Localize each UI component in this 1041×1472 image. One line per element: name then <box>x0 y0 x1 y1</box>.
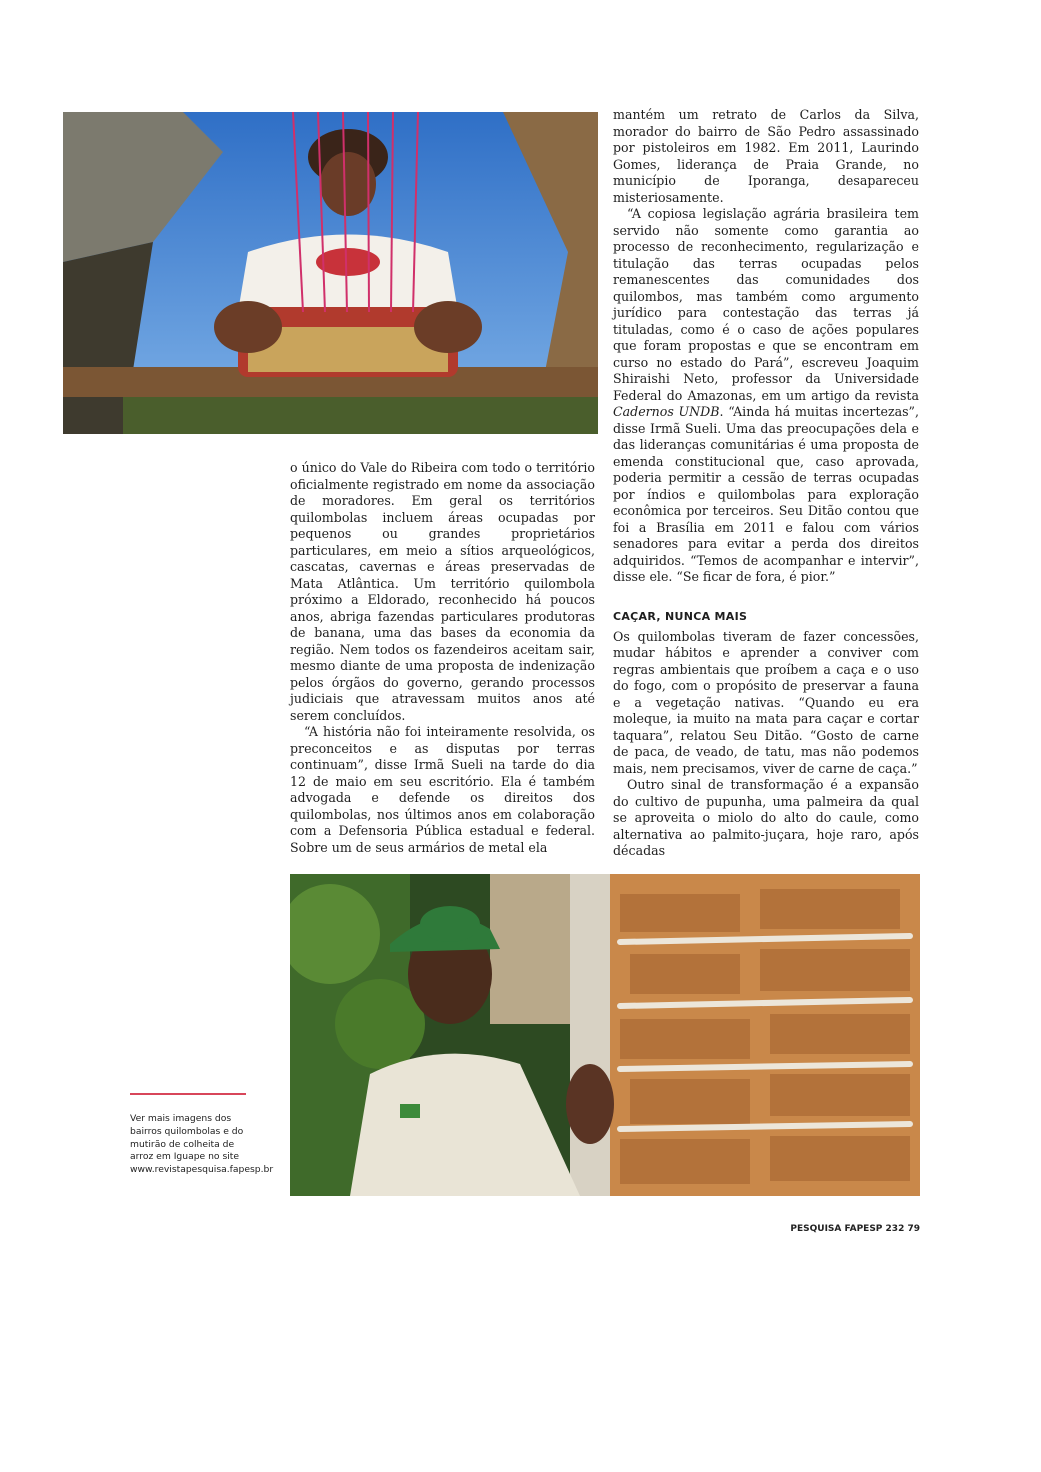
paragraph: Os quilombolas tiveram de fazer concessões, mudar hábitos e aprender a conviver com regras ambientais que proíbem a caça e o uso do fogo, com o propósito de preservar a fauna e a vegetação nativas. “Quando eu era moleque, ia muito na mata para caçar e cortar taquara”, relatou Seu Ditão. “Gosto de carne de paca, de veado, de tatu, mas não podemos mais, nem precisamos, viver de carne de caça.” <box>613 628 919 776</box>
sidebar-rule <box>130 1093 246 1095</box>
footer-publication: PESQUISA FAPESP 232 <box>790 1224 908 1234</box>
weaving-photo <box>63 112 598 434</box>
sidebar-note: Ver mais imagens dos bairros quilombolas e do mutirão de colheita de arroz em Iguape no site www.revistapesquisa.fapesp.br <box>130 1113 274 1176</box>
article-column-right-top <box>613 107 919 586</box>
section-subhead: CAÇAR, NUNCA MAIS <box>613 610 748 623</box>
article-column-left <box>290 460 595 856</box>
paragraph: “A história não foi inteiramente resolvida, os preconceitos e as disputas por terras continuam”, disse Irmã Sueli na tarde do dia 12 de maio em seu escritório. Ela é também advogada e defende os direitos dos quilombolas, nos últimos anos em colaboração com a Defensoria Pública estadual e federal. Sobre um de seus armários de metal ela <box>290 724 595 855</box>
paragraph: mantém um retrato de Carlos da Silva, morador do bairro de São Pedro assassinado por pistoleiros em 1982. Em 2011, Laurindo Gomes, liderança de Praia Grande, no município de Iporanga, desapareceu misteriosamente. <box>613 107 919 205</box>
adobe-wall-photo <box>290 874 920 1196</box>
article-column-right-bottom <box>613 609 919 860</box>
paragraph: “A copiosa legislação agrária brasileira tem servido não somente como garantia ao processo de reconhecimento, regularização e titulação das terras ocupadas pelos remanescentes das comunidades dos quilombos, mas também como argumento jurídico para contestação das terras já tituladas, como é o caso de ações populares que foram propostas e que se encontram em curso no estado do Pará”, escreveu Joaquim Shiraishi Neto, professor da Universidade Federal do Amazonas, em um artigo da revista Cadernos UNDB. “Ainda há muitas incertezas”, disse Irmã Sueli. Uma das preocupações dela e das lideranças comunitárias é uma proposta de emenda constitucional que, caso aprovada, poderia permitir a cessão de terras ocupadas por índios e quilombolas para exploração econômica por terceiros. Seu Ditão contou que foi a Brasília em 2011 e falou com vários senadores para evitar a perda dos direitos adquiridos. “Temos de acompanhar e intervir”, disse ele. “Se ficar de fora, é pior.” <box>613 206 920 584</box>
page-footer <box>760 1224 920 1234</box>
paragraph: o único do Vale do Ribeira com todo o território oficialmente registrado em nome da associação de moradores. Em geral os territórios quilombolas incluem áreas ocupadas por pequenos ou grandes proprietários particulares, em meio a sítios arqueológicos, cascatas, cavernas e áreas preservadas de Mata Atlântica. Um território quilombola próximo a Eldorado, reconhecido há poucos anos, abriga fazendas particulares produtoras de banana, uma das bases da economia da região. Nem todos os fazendeiros aceitam sair, mesmo diante de uma proposta de indenização pelos órgãos do governo, gerando processos judiciais que atravessam muitos anos até serem concluídos. <box>290 460 595 723</box>
page-number: 79 <box>907 1224 920 1234</box>
paragraph: Outro sinal de transformação é a expansão do cultivo de pupunha, uma palmeira da qual se aproveita o miolo do alto do caule, como alternativa ao palmito-juçara, hoje raro, após décadas <box>613 777 919 858</box>
